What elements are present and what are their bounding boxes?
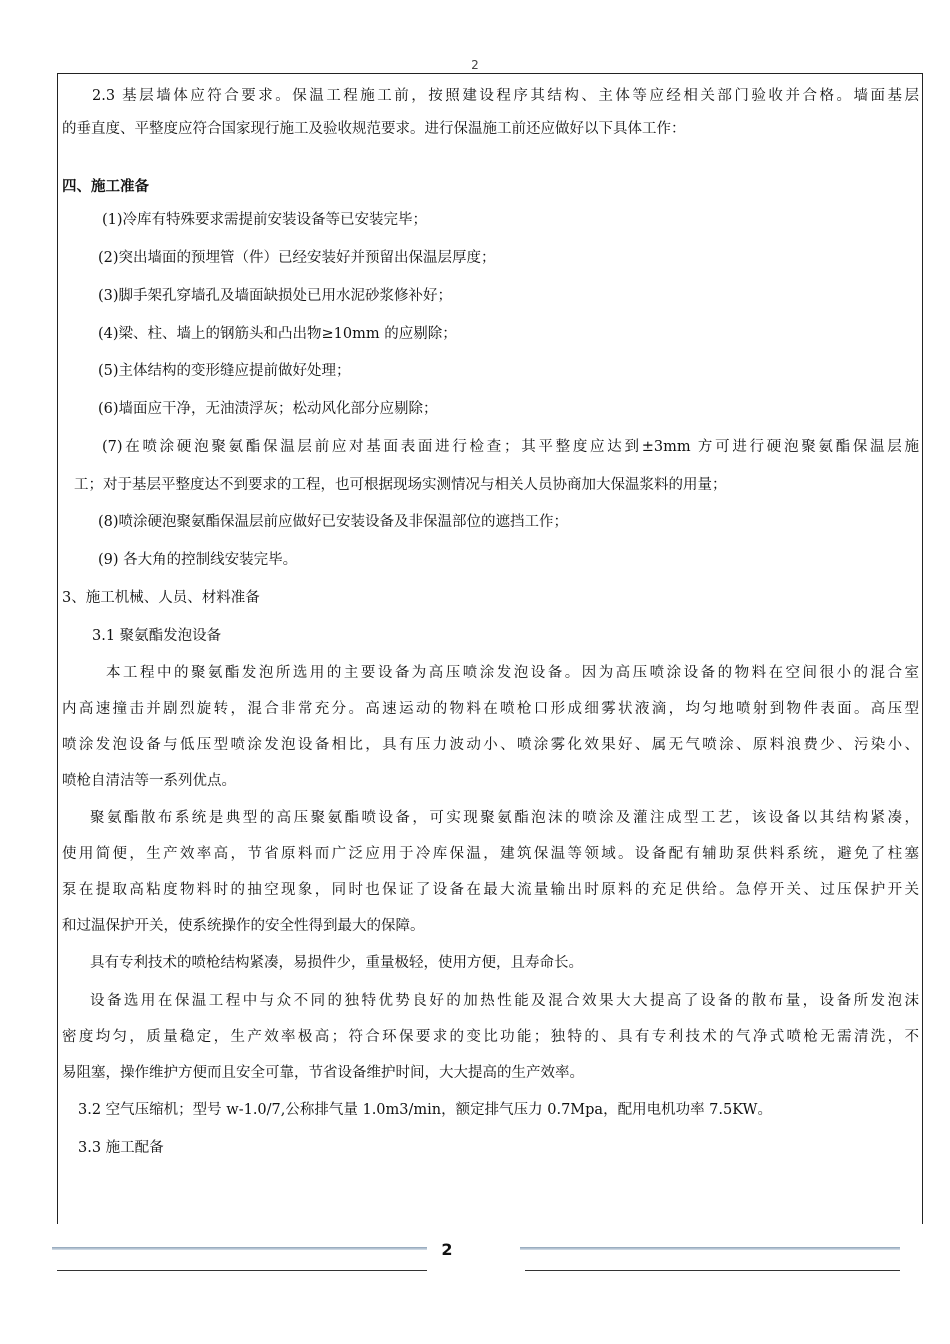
- para-2-3-line2: 的垂直度、平整度应符合国家现行施工及验收规范要求。进行保温施工前还应做好以下具体工作：: [62, 120, 686, 137]
- para-selection-line3: 易阻塞，操作维护方便而且安全可靠，节省设备维护时间，大大提高的生产效率。: [62, 1064, 584, 1081]
- para-system-line1: 聚氨酯散布系统是典型的高压聚氨酯喷设备，可实现聚氨酯泡沫的喷涂及灌注成型工艺，该设备以其结构紧凑，: [90, 810, 919, 827]
- prep-item-3: (3)脚手架孔穿墙孔及墙面缺损处已用水泥砂浆修补好；: [98, 287, 453, 304]
- section-4-title: 四、施工准备: [62, 178, 149, 195]
- footer-rule-right: [520, 1247, 900, 1250]
- para-system-line2: 使用简便，生产效率高，节省原料而广泛应用于冷库保温，建筑保温等领域。设备配有辅助泵供料系统，避免了柱塞: [62, 846, 919, 862]
- para-system-line3: 泵在提取高粘度物料时的抽空现象，同时也保证了设备在最大流量输出时原料的充足供给。急停开关、过压保护开关: [62, 881, 919, 898]
- section-3-title: 3、施工机械、人员、材料准备: [62, 589, 260, 606]
- prep-item-5: (5)主体结构的变形缝应提前做好处理；: [98, 363, 351, 380]
- prep-item-7-line1: (7)在喷涂硬泡聚氨酯保温层前应对基面表面进行检查；其平整度应达到±3mm 方可进行硬泡聚氨酯保温层施: [102, 438, 919, 455]
- footer-underline-right: [525, 1270, 900, 1271]
- prep-item-9: (9) 各大角的控制线安装完毕。: [98, 552, 298, 568]
- prep-item-2: (2)突出墙面的预埋管（件）已经安装好并预留出保温层厚度；: [98, 250, 496, 266]
- para-equipment-line2: 内高速撞击并剧烈旋转，混合非常充分。高速运动的物料在喷枪口形成细雾状液滴，均匀地喷射到物件表面。高压型: [62, 701, 919, 717]
- para-selection-line2: 密度均匀，质量稳定，生产效率极高；符合环保要求的变比功能；独特的、具有专利技术的气净式喷枪无需清洗，不: [62, 1028, 919, 1045]
- footer-page-number: 2: [441, 1240, 453, 1259]
- para-equipment-line1: 本工程中的聚氨酯发泡所选用的主要设备为高压喷涂发泡设备。因为高压喷涂设备的物料在空间很小的混合室: [106, 665, 919, 682]
- footer-rule-left: [52, 1247, 427, 1250]
- footer-underline-left: [57, 1270, 427, 1271]
- subsection-3-3: 3.3 施工配备: [78, 1140, 164, 1156]
- para-spray-gun: 具有专利技术的喷枪结构紧凑，易损件少，重量极轻，使用方便，且寿命长。: [90, 955, 583, 972]
- header-page-number: 2: [471, 58, 479, 72]
- para-equipment-line4: 喷枪自清洁等一系列优点。: [62, 772, 236, 789]
- document-body: [62, 86, 919, 1160]
- para-2-3-line1: 2.3 基层墙体应符合要求。保温工程施工前，按照建设程序其结构、主体等应经相关部门验收并合格。墙面基层: [92, 88, 919, 104]
- para-selection-line1: 设备选用在保温工程中与众不同的独特优势良好的加热性能及混合效果大大提高了设备的散布量，设备所发泡沫: [90, 993, 919, 1009]
- para-system-line4: 和过温保护开关，使系统操作的安全性得到最大的保障。: [62, 917, 425, 934]
- prep-item-1: (1)冷库有特殊要求需提前安装设备等已安装完毕；: [102, 212, 428, 229]
- prep-item-7-line2: 工；对于基层平整度达不到要求的工程，也可根据现场实测情况与相关人员协商加大保温浆料的用量；: [74, 476, 727, 493]
- prep-item-4: (4)梁、柱、墙上的钢筋头和凸出物≥10mm 的应剔除；: [98, 325, 457, 342]
- subsection-3-1: 3.1 聚氨酯发泡设备: [92, 627, 222, 644]
- prep-item-8: (8)喷涂硬泡聚氨酯保温层前应做好已安装设备及非保温部位的遮挡工作；: [98, 514, 569, 531]
- para-equipment-line3: 喷涂发泡设备与低压型喷涂发泡设备相比，具有压力波动小、喷涂雾化效果好、属无气喷涂、原料浪费少、污染小、: [62, 736, 919, 753]
- prep-item-6: (6)墙面应干净，无油渍浮灰；松动风化部分应剔除；: [98, 401, 438, 417]
- subsection-3-2: 3.2 空气压缩机；型号 w-1.0/7,公称排气量 1.0m3/min，额定排气压力 0.7Mpa，配用电机功率 7.5KW。: [78, 1102, 772, 1119]
